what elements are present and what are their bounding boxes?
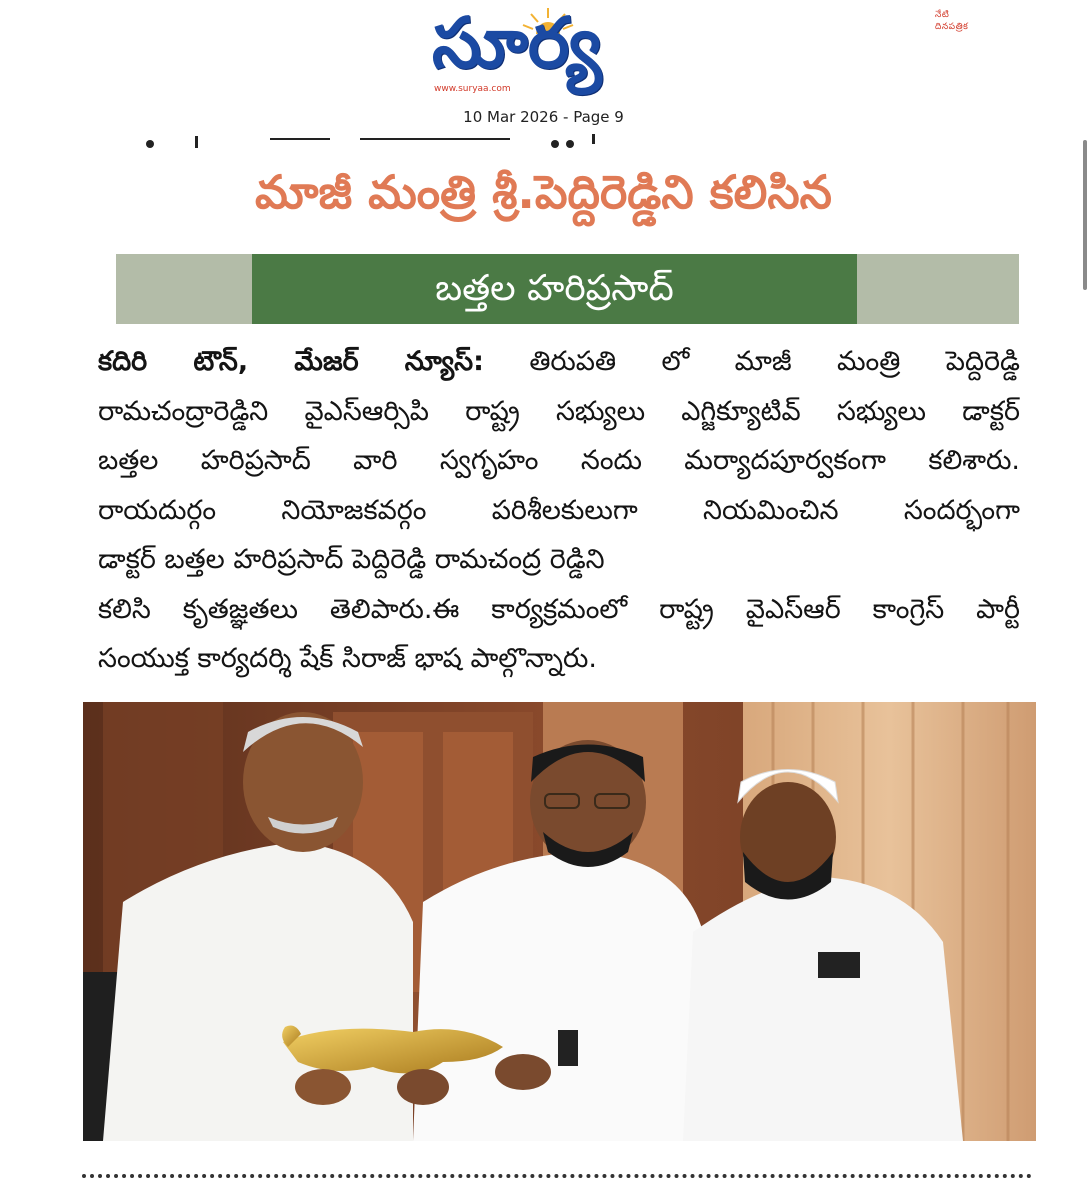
logo-wordmark: సూర్య — [432, 2, 602, 84]
article-photo — [83, 702, 1036, 1141]
article-headline: మాజీ మంత్రి శ్రీ.పెద్దిరెడ్డిని కలిసిన — [255, 165, 832, 219]
logo-tagline: నేటి దినపత్రిక — [935, 10, 969, 32]
article-subheadline: బత్తల హరిప్రసాద్ — [435, 268, 674, 309]
suryaa-logo — [430, 2, 969, 104]
article-line-5: డాక్టర్ బత్తల హరిప్రసాద్ పెద్దిరెడ్డి రామచంద్ర రెడ్డిని — [98, 544, 605, 575]
article-line-6: కలిసి కృతజ్ఞతలు తెలిపారు.ఈ కార్యక్రమంలో రాష్ట్ర వైఎస్ఆర్ కాంగ్రెస్ పార్టీ — [98, 593, 1020, 625]
bottom-dotted-rule — [82, 1174, 1032, 1178]
article-line-1-text: తిరుపతి లో మాజీ మంత్రి పెద్దిరెడ్డి — [529, 346, 1020, 377]
article-line-3: బత్తల హరిప్రసాద్ వారి స్వగృహం నందు మర్యాదపూర్వకంగా కలిశారు. — [98, 445, 1020, 476]
page-info: 10 Mar 2026 - Page 9 — [463, 108, 624, 126]
cropped-previous-text — [100, 134, 620, 148]
article-line-4: రాయదుర్గం నియోజకవర్గం పరిశీలకులుగా నియమించిన సందర్భంగా — [98, 494, 1020, 526]
article-line-7: సంయుక్త కార్యదర్శి షేక్ సిరాజ్ భాష పాల్గొన్నారు. — [98, 643, 597, 674]
masthead — [0, 0, 1087, 135]
article-line-1 — [98, 337, 1020, 387]
article-dateline: కదిరి టౌన్, మేజర్ న్యూస్: — [98, 346, 484, 377]
article-line-2: రామచంద్రారెడ్డిని వైఎస్ఆర్సిపి రాష్ట్ర సభ్యులు ఎగ్జిక్యూటివ్ సభ్యులు డాక్టర్ — [98, 395, 1020, 427]
article-body — [98, 337, 1020, 684]
subheadline-box — [252, 254, 857, 324]
scrollbar[interactable] — [1083, 140, 1087, 290]
logo-url: www.suryaa.com — [434, 84, 511, 94]
